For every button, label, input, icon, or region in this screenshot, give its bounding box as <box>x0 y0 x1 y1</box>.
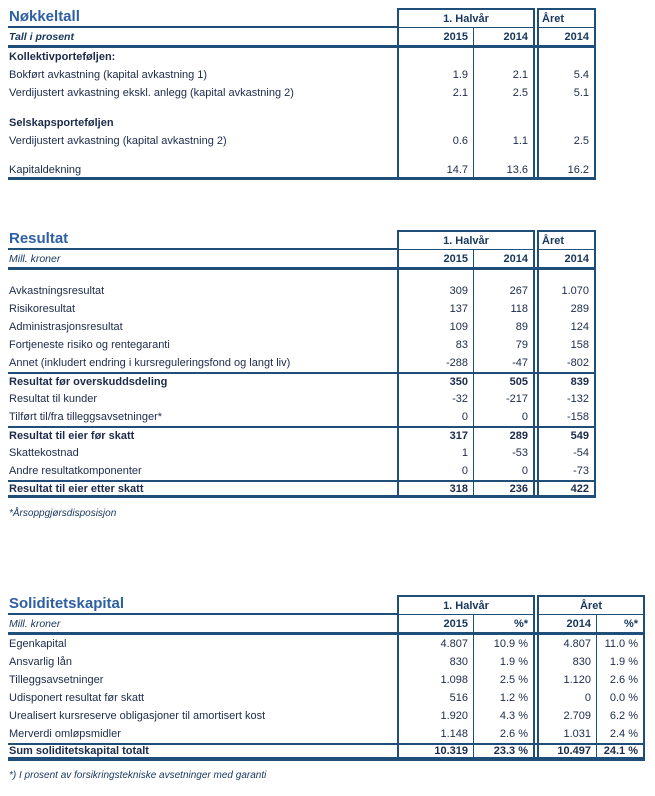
table-row <box>8 28 597 48</box>
row-label: Bokført avkastning (kapital avkastning 1) <box>9 69 208 81</box>
table-row <box>8 671 646 689</box>
colgroup-aret: Året <box>537 8 596 28</box>
table-soliditetskapital <box>8 595 646 761</box>
row-label: Merverdi omløpsmidler <box>9 728 121 740</box>
row-value: 137 <box>397 300 473 318</box>
table-title <box>8 230 397 250</box>
row-value <box>473 102 535 114</box>
row-label: Selskapsporteføljen <box>9 117 114 129</box>
table-row <box>8 250 597 270</box>
colgroup-aret: Året <box>537 230 596 250</box>
row-value: 89 <box>473 318 535 336</box>
row-value: 0.6 <box>397 132 473 150</box>
row-value: 2.5 <box>537 132 596 150</box>
row-value: -802 <box>537 354 596 372</box>
column-header: 2014 <box>537 28 596 48</box>
row-value: 505 <box>473 372 535 390</box>
row-value <box>473 150 535 162</box>
table-row <box>8 354 597 372</box>
row-label: Verdijustert avkastning (kapital avkastning 2) <box>9 135 227 147</box>
table-row <box>8 653 646 671</box>
row-value: 839 <box>537 372 596 390</box>
row-value: 1.9 % <box>596 653 645 671</box>
row-value: 318 <box>397 480 473 498</box>
table-row <box>8 162 597 180</box>
section-title: Soliditetskapital <box>9 595 125 612</box>
row-value: 2.4 % <box>596 725 645 743</box>
row-value: 6.2 % <box>596 707 645 725</box>
row-label: Kollektivporteføljen: <box>9 51 116 63</box>
table-row <box>8 114 597 132</box>
row-value: 11.0 % <box>596 635 645 653</box>
row-label: Avkastningsresultat <box>9 285 105 297</box>
column-header: 2015 <box>397 28 473 48</box>
row-label <box>8 102 397 114</box>
row-value <box>473 270 535 282</box>
row-label: Skattekostnad <box>9 447 79 459</box>
row-value: 1.031 <box>537 725 596 743</box>
table-resultat <box>8 230 597 498</box>
row-label: Kapitaldekning <box>8 162 397 180</box>
row-value: 1.9 <box>397 66 473 84</box>
row-value: 0 <box>473 462 535 480</box>
table-row <box>8 743 646 761</box>
table-row <box>8 84 597 102</box>
row-label <box>8 270 397 282</box>
row-value: 422 <box>537 480 596 498</box>
unit-label: Mill. kroner <box>8 250 397 270</box>
table-row <box>8 150 597 162</box>
column-header: 2014 <box>537 250 596 270</box>
row-value <box>473 48 535 66</box>
row-value: -47 <box>473 354 535 372</box>
table-row <box>8 595 646 615</box>
row-value: 0 <box>473 408 535 426</box>
row-value: 1.2 % <box>473 689 535 707</box>
row-value: 2.709 <box>537 707 596 725</box>
footnote-resultat: *Årsoppgjørsdisposisjon <box>9 508 117 519</box>
row-value: 267 <box>473 282 535 300</box>
row-value: 14.7 <box>397 162 473 180</box>
row-value: -32 <box>397 390 473 408</box>
row-value <box>397 48 473 66</box>
row-label: Annet (inkludert endring i kursreguleringsfond og langt liv) <box>9 357 291 369</box>
row-value: 2.6 % <box>473 725 535 743</box>
row-value <box>397 114 473 132</box>
row-value: 79 <box>473 336 535 354</box>
row-value: -132 <box>537 390 596 408</box>
row-value: 10.497 <box>537 743 596 761</box>
row-value: 236 <box>473 480 535 498</box>
row-value: 2.5 <box>473 84 535 102</box>
row-value: -54 <box>537 444 596 462</box>
table-row <box>8 270 597 282</box>
row-label: Udisponert resultat før skatt <box>9 692 145 704</box>
colgroup-halvar: 1. Halvår <box>397 8 535 28</box>
row-label <box>8 150 397 162</box>
table-row <box>8 444 597 462</box>
table-row <box>8 408 597 426</box>
table-row <box>8 372 597 390</box>
row-value: 0 <box>397 408 473 426</box>
row-value: 1.9 % <box>473 653 535 671</box>
row-value: 10.9 % <box>473 635 535 653</box>
row-value: 5.1 <box>537 84 596 102</box>
table-row <box>8 66 597 84</box>
row-value <box>537 48 596 66</box>
row-value: -158 <box>537 408 596 426</box>
table-row <box>8 282 597 300</box>
row-label: Resultat til eier etter skatt <box>8 480 397 498</box>
row-value: 0 <box>537 689 596 707</box>
row-value: 1.098 <box>397 671 473 689</box>
section-title: Nøkkeltall <box>9 8 80 25</box>
colgroup-aret: Året <box>537 595 645 615</box>
row-value: 16.2 <box>537 162 596 180</box>
row-value <box>397 150 473 162</box>
column-header: 2015 <box>397 615 473 635</box>
table-row <box>8 318 597 336</box>
row-value: 1.920 <box>397 707 473 725</box>
row-value <box>397 102 473 114</box>
column-header: %* <box>596 615 645 635</box>
row-value: 289 <box>537 300 596 318</box>
row-value: 0.0 % <box>596 689 645 707</box>
table-row <box>8 480 597 498</box>
table-row <box>8 426 597 444</box>
row-label: Tilført til/fra tilleggsavsetninger* <box>9 411 163 423</box>
row-label: Verdijustert avkastning ekskl. anlegg (kapital avkastning 2) <box>9 87 294 99</box>
row-value: 830 <box>397 653 473 671</box>
column-header: 2014 <box>473 250 535 270</box>
table-row <box>8 300 597 318</box>
row-label: Resultat til eier før skatt <box>8 426 397 444</box>
row-label: Fortjeneste risiko og rentegaranti <box>9 339 170 351</box>
row-value: 124 <box>537 318 596 336</box>
row-value: 109 <box>397 318 473 336</box>
row-value: 2.6 % <box>596 671 645 689</box>
row-value: 2.1 <box>473 66 535 84</box>
row-value: 1 <box>397 444 473 462</box>
unit-label: Tall i prosent <box>8 28 397 48</box>
row-value: 2.5 % <box>473 671 535 689</box>
row-value: 516 <box>397 689 473 707</box>
table-row <box>8 725 646 743</box>
row-label: Resultat til kunder <box>9 393 98 405</box>
row-value: 350 <box>397 372 473 390</box>
row-value: 4.807 <box>397 635 473 653</box>
row-value: 1.1 <box>473 132 535 150</box>
colgroup-halvar: 1. Halvår <box>397 230 535 250</box>
table-row <box>8 230 597 250</box>
table-title <box>8 595 397 615</box>
row-value: 0 <box>397 462 473 480</box>
table-row <box>8 462 597 480</box>
row-value <box>537 102 596 114</box>
column-header: 2014 <box>537 615 596 635</box>
table-row <box>8 615 646 635</box>
section-title: Resultat <box>9 230 69 247</box>
row-value: 317 <box>397 426 473 444</box>
table-row <box>8 132 597 150</box>
row-value: 4.807 <box>537 635 596 653</box>
table-row <box>8 8 597 28</box>
colgroup-halvar: 1. Halvår <box>397 595 535 615</box>
row-value <box>473 114 535 132</box>
row-value: -288 <box>397 354 473 372</box>
row-value: 1.070 <box>537 282 596 300</box>
row-label: Administrasjonsresultat <box>9 321 123 333</box>
row-value: 289 <box>473 426 535 444</box>
row-label: Risikoresultat <box>9 303 76 315</box>
row-value <box>537 270 596 282</box>
row-value: 24.1 % <box>596 743 645 761</box>
row-label: Tilleggsavsetninger <box>9 674 104 686</box>
table-row <box>8 707 646 725</box>
row-value: 23.3 % <box>473 743 535 761</box>
row-value: 1.148 <box>397 725 473 743</box>
row-value: 309 <box>397 282 473 300</box>
row-value: 83 <box>397 336 473 354</box>
row-value <box>397 270 473 282</box>
table-row <box>8 336 597 354</box>
row-value: 549 <box>537 426 596 444</box>
table-nokkeltall <box>8 8 597 180</box>
row-label: Urealisert kursreserve obligasjoner til amortisert kost <box>9 710 266 722</box>
row-value: 118 <box>473 300 535 318</box>
row-value: -217 <box>473 390 535 408</box>
table-row <box>8 102 597 114</box>
row-value: 1.120 <box>537 671 596 689</box>
column-header: 2014 <box>473 28 535 48</box>
row-value: 830 <box>537 653 596 671</box>
table-row <box>8 390 597 408</box>
footnote-soliditetskapital: *) I prosent av forsikringstekniske avsetninger med garanti <box>9 770 267 781</box>
column-header: 2015 <box>397 250 473 270</box>
row-value: 10.319 <box>397 743 473 761</box>
row-label: Ansvarlig lån <box>9 656 72 668</box>
row-label: Egenkapital <box>9 638 67 650</box>
row-value: -73 <box>537 462 596 480</box>
row-value <box>537 114 596 132</box>
row-value: 4.3 % <box>473 707 535 725</box>
table-title <box>8 8 397 28</box>
row-value: -53 <box>473 444 535 462</box>
row-value <box>537 150 596 162</box>
table-row <box>8 48 597 66</box>
table-row <box>8 635 646 653</box>
row-label: Resultat før overskuddsdeling <box>8 372 397 390</box>
unit-label: Mill. kroner <box>8 615 397 635</box>
row-value: 13.6 <box>473 162 535 180</box>
row-value: 158 <box>537 336 596 354</box>
row-value: 2.1 <box>397 84 473 102</box>
row-label: Sum soliditetskapital totalt <box>8 743 397 761</box>
row-label: Andre resultatkomponenter <box>9 465 142 477</box>
row-value: 5.4 <box>537 66 596 84</box>
table-row <box>8 689 646 707</box>
column-header: %* <box>473 615 535 635</box>
